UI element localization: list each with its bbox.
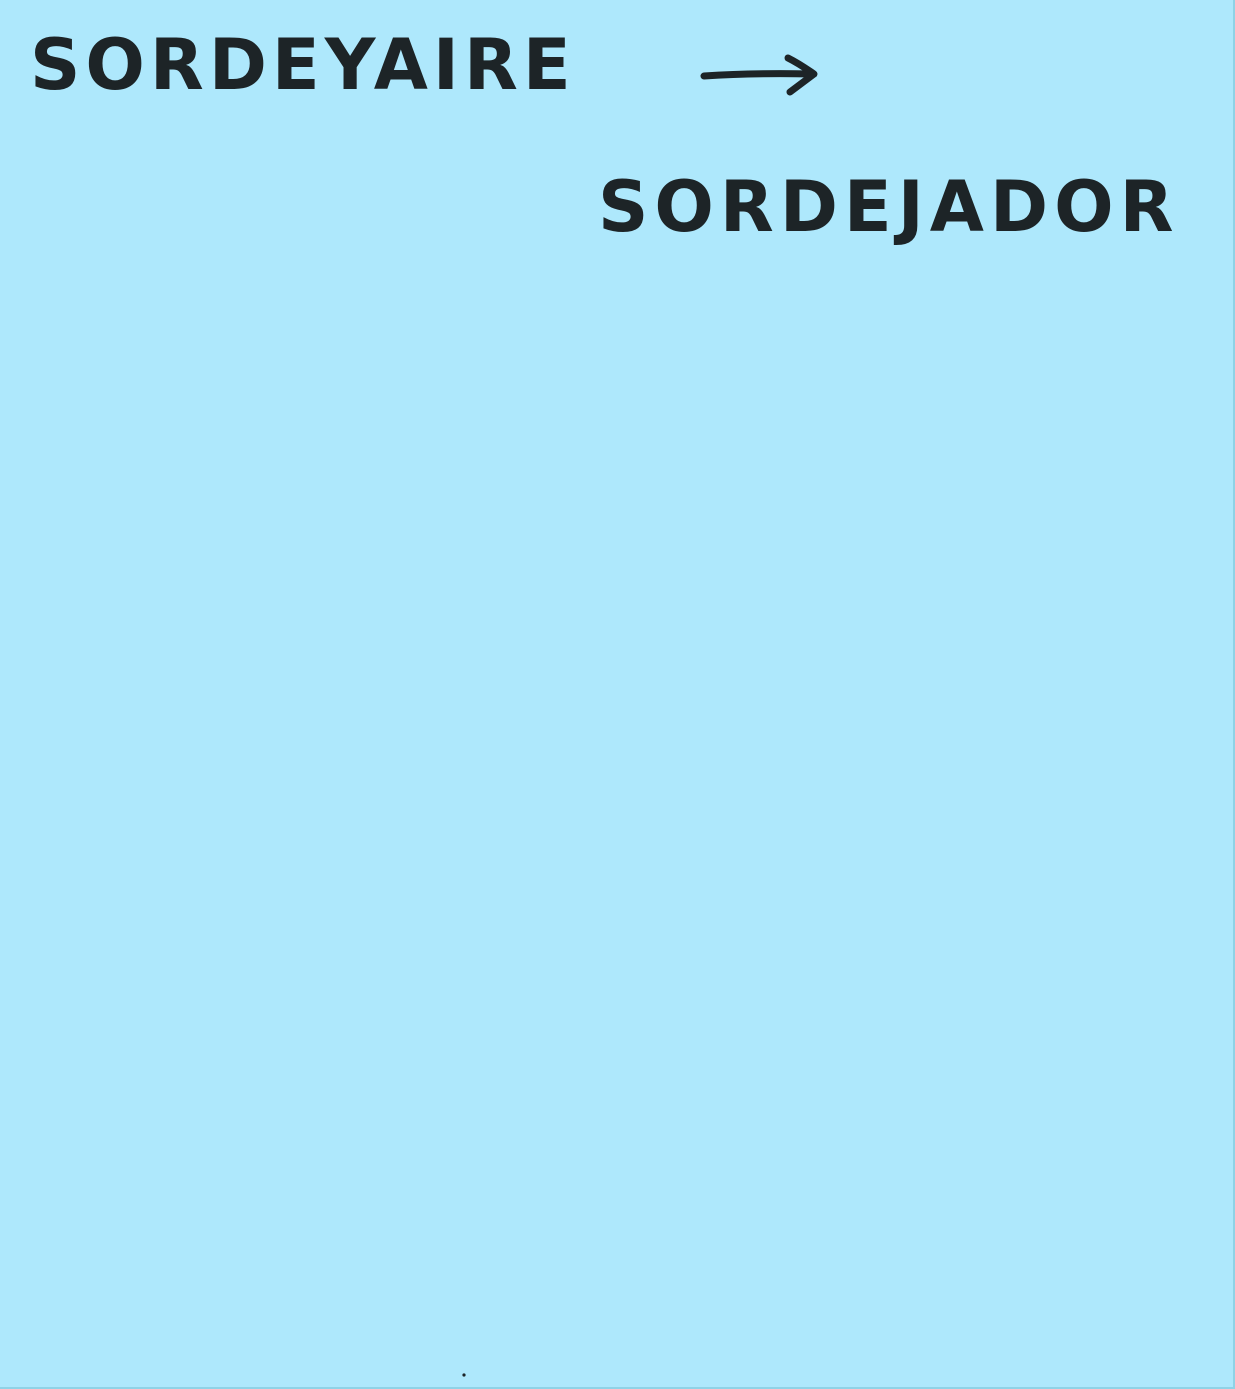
handwritten-word-sordeyaire: SORDEYAIRE xyxy=(30,24,576,106)
ink-speck xyxy=(462,1373,466,1377)
handwritten-word-sordejador: SORDEJADOR xyxy=(598,166,1180,248)
right-arrow-icon xyxy=(700,52,825,100)
